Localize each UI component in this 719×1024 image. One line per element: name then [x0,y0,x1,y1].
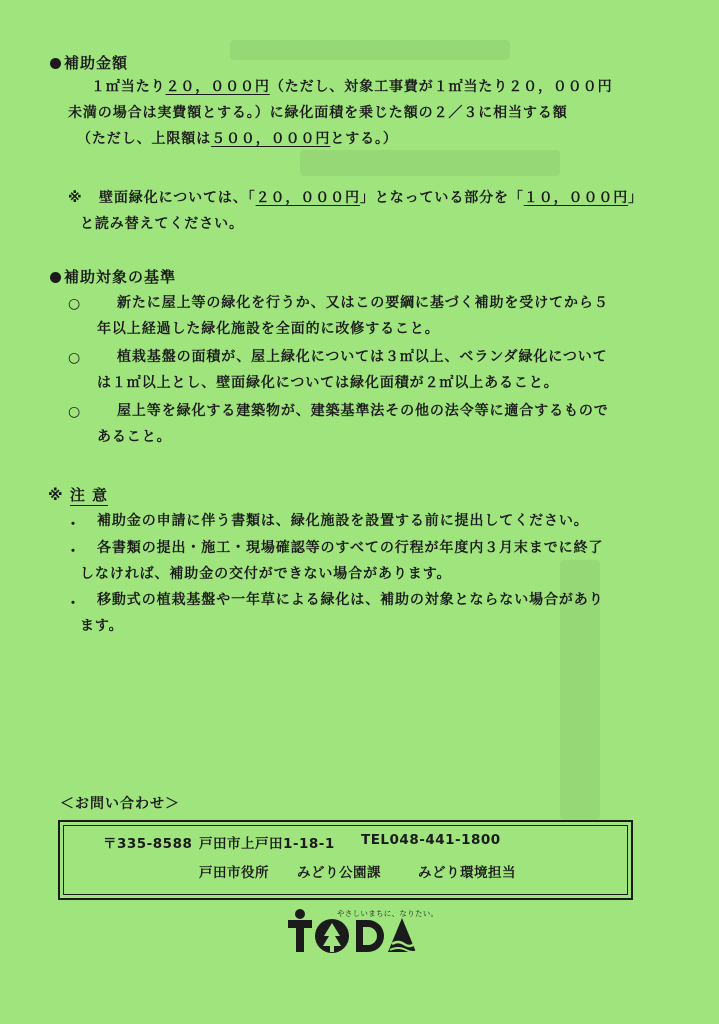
contact-label: ＜お問い合わせ＞ [60,796,180,812]
contact-postal: 〒335-8588 [103,836,193,852]
criteria-item-3-line-1: 屋上等を緑化する建築物が、建築基準法その他の法令等に適合するもので [117,403,609,419]
contact-section: みどり環境担当 [418,865,516,881]
circle-mark: ○ [68,350,81,366]
bullet-dot-icon [50,58,61,69]
dot-mark: ・ [66,517,80,533]
caution-item-3-line-1: 移動式の植栽基盤や一年草による緑化は、補助の対象とならない場合があり [97,592,604,608]
caution-item-3-line-2: ます。 [80,618,124,634]
circle-mark: ○ [68,404,81,420]
amount-line-2: 未満の場合は実費額とする。）に緑化面積を乗じた額の２／３に相当する額 [68,105,568,121]
contact-division: みどり公園課 [297,865,381,881]
wall-note-line-1: 壁面緑化については、「２０，０００円」となっている部分を「１０，０００円」 [99,190,644,206]
dot-mark: ・ [66,596,80,612]
section-heading-amount: 補助金額 [50,52,128,73]
toda-logo-icon [288,906,428,960]
contact-tel: TEL048-441-1800 [361,832,501,848]
dot-mark: ・ [66,544,80,560]
show-through-decoration [230,40,510,60]
amount-line-3: （ただし、上限額は５００，０００円とする。） [77,131,398,147]
criteria-item-3-line-2: あること。 [97,429,172,445]
criteria-item-1-line-2: 年以上経過した緑化施設を全面的に改修すること。 [97,321,440,337]
bullet-dot-icon [50,272,61,283]
caution-item-2-line-1: 各書類の提出・施工・現場確認等のすべての行程が年度内３月末までに終了 [97,540,604,556]
show-through-decoration [300,150,560,176]
note-mark: ※ [68,190,82,206]
contact-address: 戸田市上戸田1-18-1 [199,836,335,852]
criteria-item-2-line-1: 植栽基盤の面積が、屋上緑化については３㎡以上、ベランダ緑化について [117,349,608,365]
contact-office: 戸田市役所 [199,865,269,881]
caution-item-2-line-2: しなければ、補助金の交付ができない場合があります。 [80,566,452,582]
circle-mark: ○ [68,296,81,312]
wall-note-line-2: と読み替えてください。 [80,216,244,232]
criteria-item-2-line-2: は１㎡以上とし、壁面緑化については緑化面積が２㎡以上あること。 [97,375,559,391]
amount-line-1: １㎡当たり２０，０００円（ただし、対象工事費が１㎡当たり２０，０００円 [91,79,613,95]
section-heading-caution: ※ 注 意 [48,486,109,504]
caution-item-1-line-1: 補助金の申請に伴う書類は、緑化施設を設置する前に提出してください。 [97,513,589,529]
section-heading-criteria: 補助対象の基準 [50,266,176,287]
logo-tagline: やさしいまちに、なりたい。 [337,909,439,918]
criteria-item-1-line-1: 新たに屋上等の緑化を行うか、又はこの要綱に基づく補助を受けてから５ [117,295,609,311]
